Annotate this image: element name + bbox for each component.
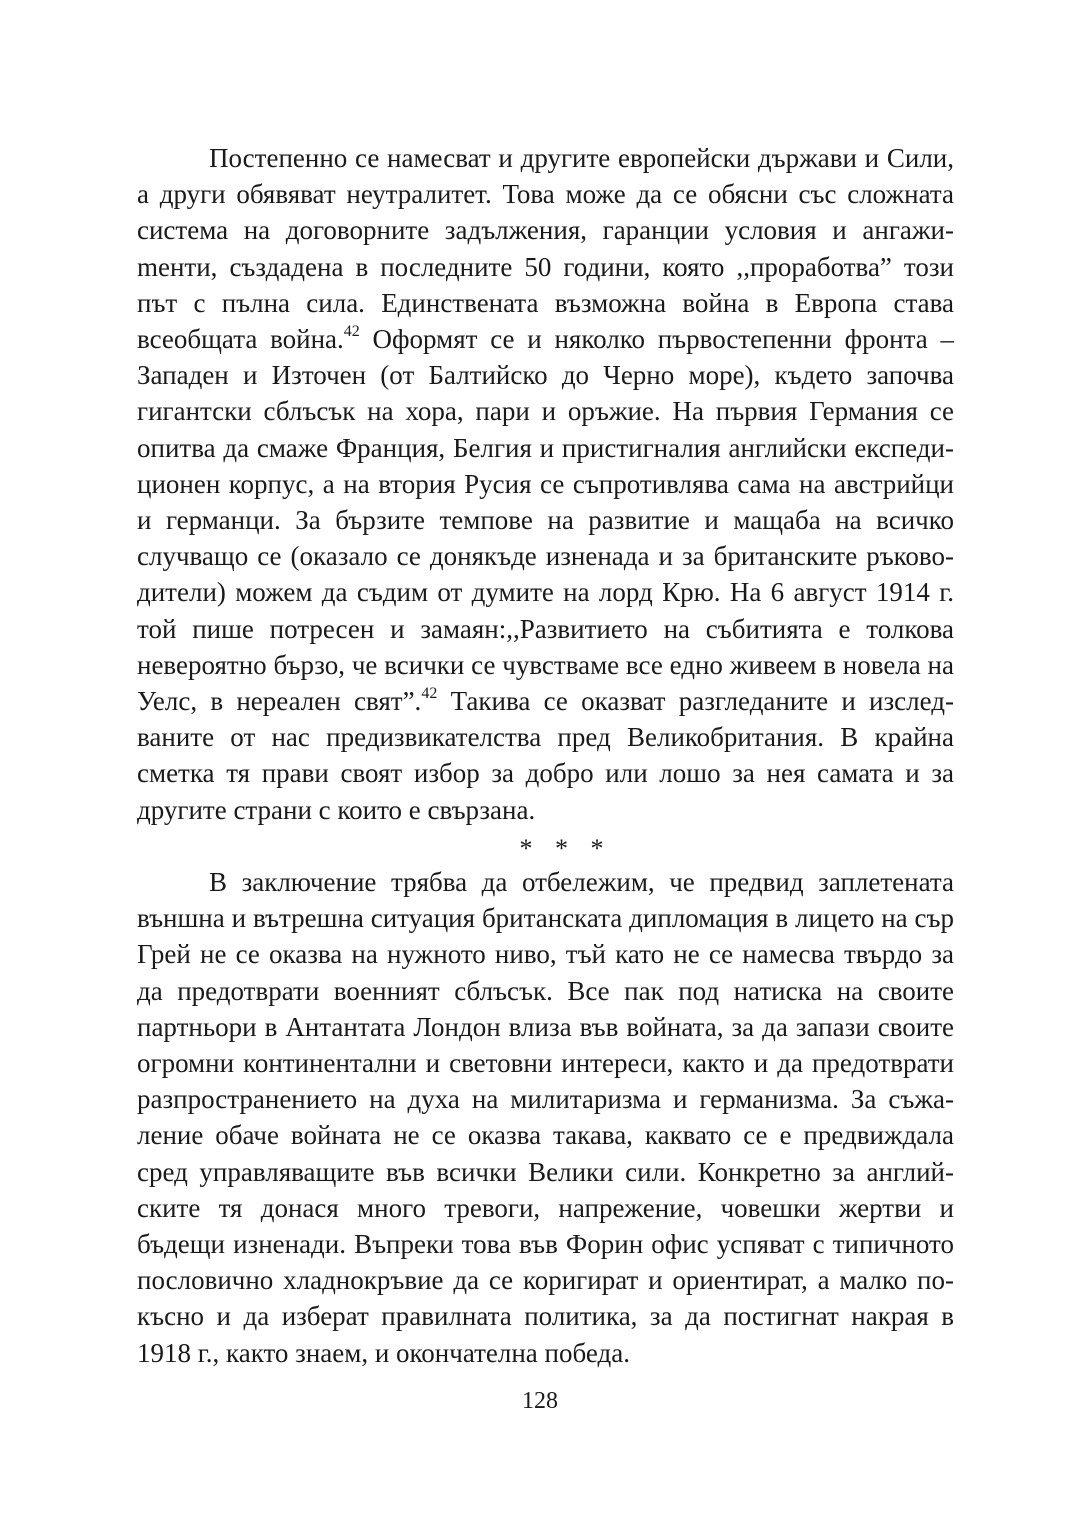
section-separator: * * *: [519, 833, 612, 863]
footnote-ref-2: 42: [421, 685, 438, 703]
paragraph-1-part-1: Постепенно се намесват и другите европейски държави и Сили, а други обявяват неутралитет. Това може да се обясни със сложната система на договорните задължения, гаранции условия и ангажиmенти, създадена в последните 50 години, която ,,проработва” този път с пълна сила. Единствената възможна война в Европа става всеобщата война.: [137, 143, 954, 355]
body-text: [137, 140, 954, 1371]
paragraph-1-part-3: Такива се оказват разгледаните и изследваните от нас предизвикателства пред Великобритания. В крайна сметка тя прави своят избор за добро или лошо за нея самата и за другите страни с които е свързана.: [137, 686, 954, 825]
page-number: 128: [522, 1388, 558, 1414]
paragraph-1-part-2: Оформят се и няколко първостепенни фронта – Западен и Източен (от Балтийско до Черно море), където започва гигантски сблъсък на хора, пари и оръжие. На първия Германия се опитва да смаже Франция, Белгия и пристигналия английски експедиционен корпус, а на втория Русия се съпротивлява сама на австрийци и германци. За бързите темпове на развитие и мащаба на всичко случващо се (оказало се донякъде изненада и за британските ръководители) можем да съдим от думите на лорд Крю. На 6 август 1914 г. той пише потресен и замаян:,,Развитието на събитията е толкова невероятно бързо, че всички се чувстваме все едно живеем в новела на Уелс, в нереален свят”.: [137, 324, 954, 717]
paragraph-2: В заключение трябва да отбележим, че предвид заплетената външна и вътрешна ситуация британската дипломация в лицето на сър Грей не се оказва на нужното ниво, тъй като не се намесва твърдо за да предотврати военният сблъсък. Все пак под натиска на своите партньори в Антантата Лондон влиза във войната, за да запази своите огромни континентални и световни интереси, както и да предотврати разпространението на духа на милитаризма и германизма. За съжаление обаче войната не се оказва такава, каквато се е предвиждала сред управляващите във всички Велики сили. Конкретно за английските тя донася много тревоги, напрежение, човешки жертви и бъдещи изненади. Въпреки това във Форин офис успяват с типичното пословично хладнокръвие да се коригират и ориентират, а малко покъсно и да изберат правилната политика, за да постигнат накрая в 1918 г., както знаем, и окончателна победа.: [137, 867, 954, 1368]
footnote-ref-1: 42: [343, 323, 360, 341]
paragraph-1: [137, 140, 954, 828]
